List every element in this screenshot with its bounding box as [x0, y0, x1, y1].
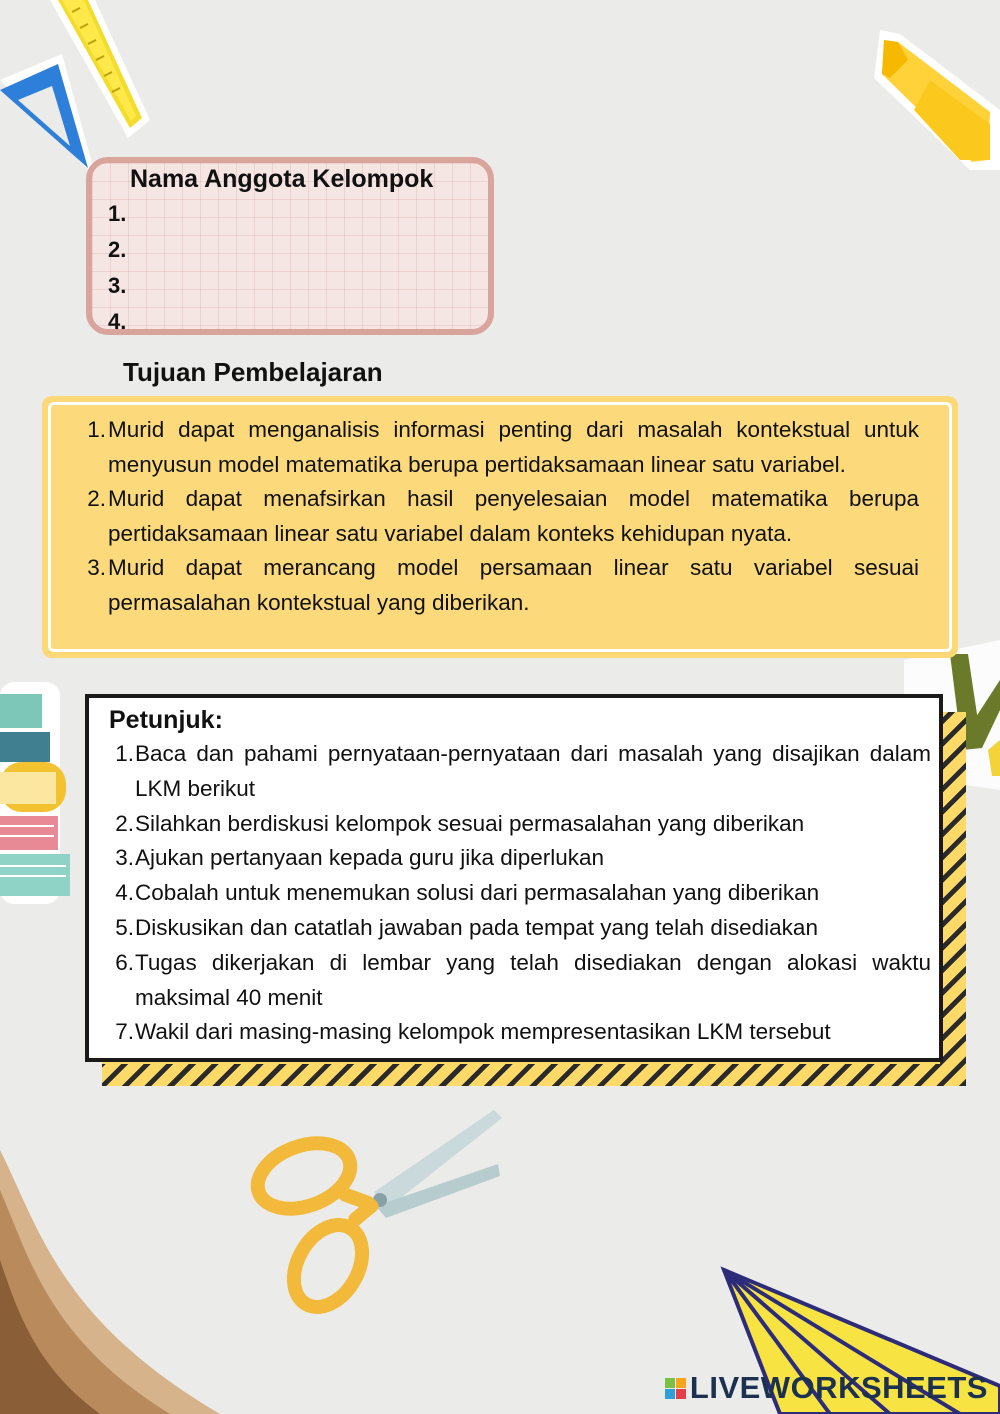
learning-goals-heading: Tujuan Pembelajaran: [123, 357, 383, 387]
list-item: [73, 413, 919, 482]
list-item: [109, 876, 931, 911]
list-item-number: 3.: [87, 555, 106, 580]
group-members-list: [108, 199, 126, 343]
list-item: [109, 911, 931, 946]
list-item-text: Murid dapat menafsirkan hasil penyelesaian model matematika berupa pertidaksamaan linear satu variabel dalam konteks kehidupan nyata.: [108, 486, 919, 546]
list-item: [109, 841, 931, 876]
list-item-text: Murid dapat merancang model persamaan linear satu variabel sesuai permasalahan kontekstual yang diberikan.: [108, 555, 919, 615]
brand-text: LIVEWORKSHEETS: [689, 1370, 988, 1405]
list-item-number: 1.: [87, 417, 106, 442]
liveworksheets-logo-icon: [665, 1378, 686, 1399]
list-item-text: Silahkan berdiskusi kelompok sesuai permasalahan yang diberikan: [135, 810, 805, 836]
list-item-number: 5.: [115, 914, 134, 940]
list-item-text: Diskusikan dan catatlah jawaban pada tempat yang telah disediakan: [135, 914, 818, 940]
list-item-number: 2.: [87, 486, 106, 511]
list-item: [109, 1015, 931, 1050]
list-item: [73, 551, 919, 620]
member-line-3[interactable]: 3.: [108, 273, 127, 298]
member-line-4[interactable]: 4.: [108, 309, 127, 334]
list-item: [109, 737, 931, 807]
list-item-text: Ajukan pertanyaan kepada guru jika diperlukan: [135, 845, 605, 871]
learning-goals-box: [42, 396, 958, 658]
group-members-box: [86, 157, 494, 335]
scissors-icon: [246, 1106, 502, 1318]
paper-corner-decoration: [0, 1150, 220, 1414]
list-item-number: 7.: [115, 1019, 134, 1045]
list-item-text: Cobalah untuk menemukan solusi dari permasalahan yang diberikan: [135, 880, 820, 906]
list-item: [73, 482, 919, 551]
list-item-number: 4.: [115, 880, 134, 906]
list-item-text: Tugas dikerjakan di lembar yang telah disediakan dengan alokasi waktu maksimal 40 menit: [135, 949, 931, 1010]
group-members-title: Nama Anggota Kelompok: [130, 165, 434, 193]
instructions-box: [85, 694, 943, 1062]
member-line-2[interactable]: 2.: [108, 237, 127, 262]
highlighter-icon: [860, 20, 1000, 170]
list-item-number: 6.: [115, 949, 134, 975]
list-item-text: Murid dapat menganalisis informasi penting dari masalah kontekstual untuk menyusun model matematika berupa pertidaksamaan linear satu variabel.: [108, 417, 919, 477]
list-item: [109, 807, 931, 842]
list-item-number: 1.: [115, 741, 134, 766]
list-item-number: 3.: [115, 845, 134, 871]
instructions-title: Petunjuk:: [109, 706, 223, 734]
books-icon: [0, 676, 86, 916]
member-line-1[interactable]: 1.: [108, 201, 127, 226]
list-item-number: 2.: [115, 810, 134, 836]
list-item-text: Baca dan pahami pernyataan-pernyataan dari masalah yang disajikan dalam LKM berikut: [135, 741, 931, 801]
liveworksheets-logo[interactable]: [665, 1370, 988, 1406]
learning-goals-list: [73, 413, 919, 620]
list-item: [109, 946, 931, 1016]
list-item-text: Wakil dari masing-masing kelompok mempresentasikan LKM tersebut: [135, 1019, 831, 1045]
set-square-icon: [0, 50, 100, 190]
instructions-list: [109, 737, 931, 1050]
